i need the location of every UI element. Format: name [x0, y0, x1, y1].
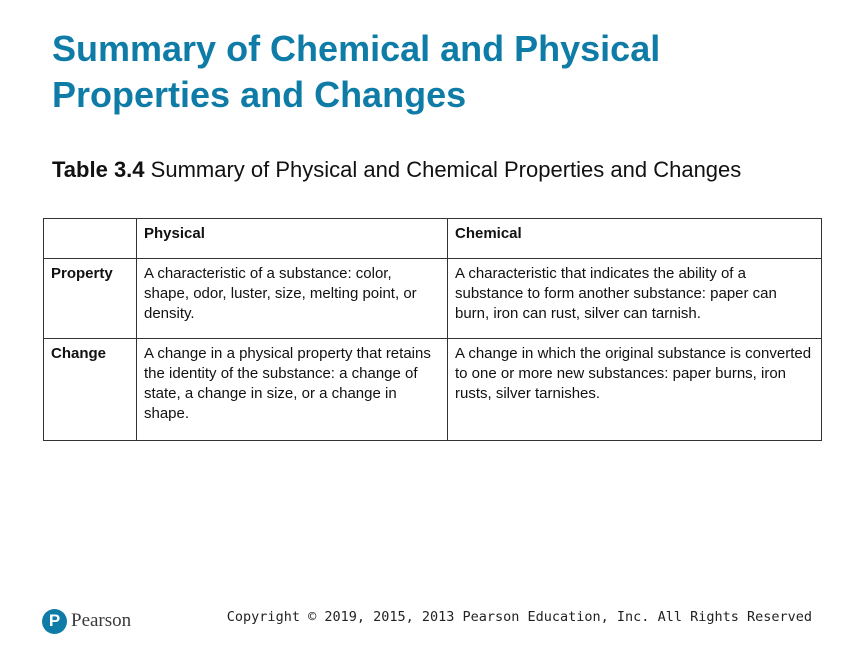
header-physical: Physical — [137, 219, 448, 259]
table-caption — [52, 156, 842, 184]
table-header-row — [44, 219, 822, 259]
pearson-logo-icon: P — [42, 609, 67, 634]
corner-cell — [44, 219, 137, 259]
table-row-change — [44, 339, 822, 441]
cell-chemical-property: A characteristic that indicates the ability of a substance to form another substance: paper can burn, iron can rust, silver can tarnish. — [448, 259, 822, 339]
row-label-property: Property — [44, 259, 137, 339]
copyright-notice: Copyright © 2019, 2015, 2013 Pearson Education, Inc. All Rights Reserved — [226, 609, 812, 625]
cell-physical-property: A characteristic of a substance: color, shape, odor, luster, size, melting point, or density. — [137, 259, 448, 339]
slide-title: Summary of Chemical and Physical Properties and Changes — [52, 28, 661, 115]
table-row-property — [44, 259, 822, 339]
cell-physical-change: A change in a physical property that retains the identity of the substance: a change of state, a change in size, or a change in shape. — [137, 339, 448, 441]
properties-table — [43, 218, 822, 441]
row-label-change: Change — [44, 339, 137, 441]
pearson-logo — [42, 607, 131, 635]
cell-chemical-change: A change in which the original substance is converted to one or more new substances: paper burns, iron rusts, silver tarnishes. — [448, 339, 822, 441]
caption-text: Summary of Physical and Chemical Properties and Changes — [150, 157, 742, 182]
pearson-logo-text: Pearson — [71, 610, 132, 631]
header-chemical: Chemical — [448, 219, 822, 259]
caption-label: Table 3.4 — [52, 157, 145, 182]
